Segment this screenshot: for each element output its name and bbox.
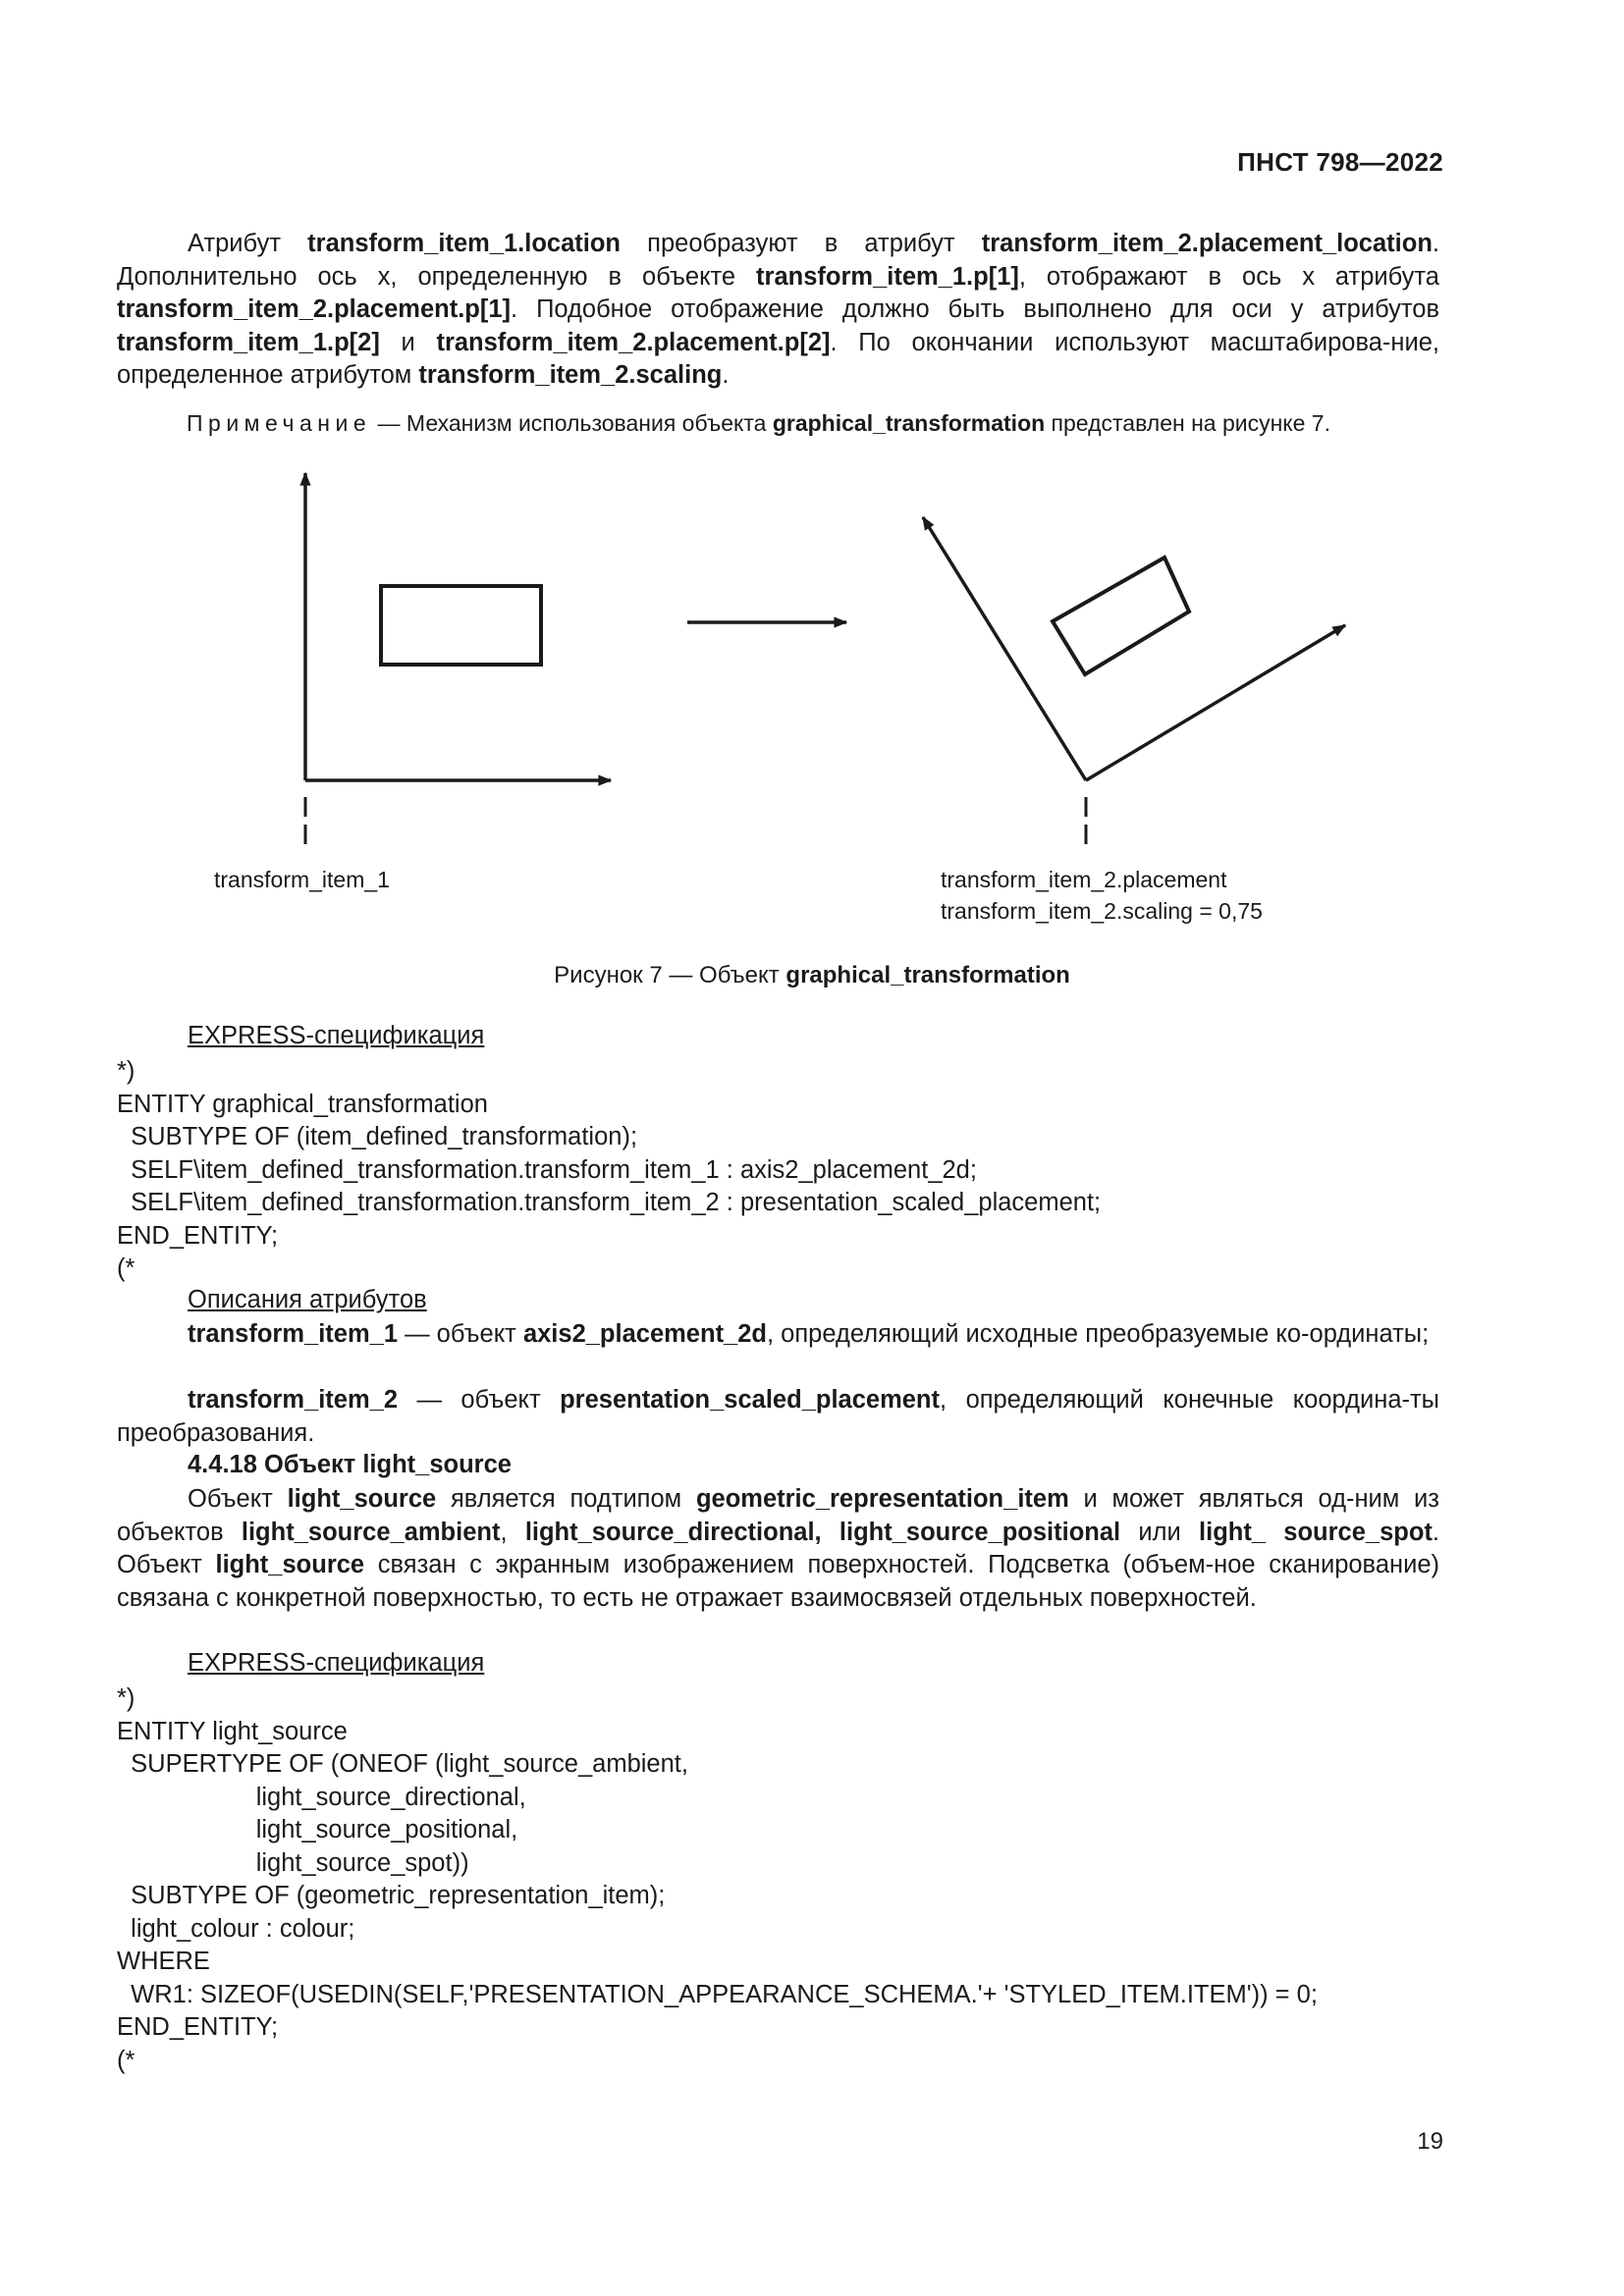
y-axis-transformed: [923, 517, 1086, 780]
figure-caption: [0, 962, 1624, 989]
text-run: Объект: [188, 1485, 288, 1513]
text-run: . Подобное отображение должно быть выполнено для оси y атрибутов: [511, 295, 1439, 323]
attribute-name: transform_item_2.placement.p[1]: [117, 295, 512, 323]
attribute-name: transform_item_2.placement_location: [981, 230, 1433, 257]
text-run: . Объект: [117, 1518, 1440, 1578]
text-run: преобразуют в атрибут: [621, 230, 982, 257]
entity-name: light_source: [287, 1485, 437, 1513]
express-code-graphical-transformation: *) ENTITY graphical_transformation SUBTYPE OF (item_defined_transformation); SELF\item_defined_transformation.transform_item_1 : axis2_placement_2d; SELF\item_defined_transformation.transform_item_2 : presentation_scaled_placement; END_ENTITY; (*: [117, 1057, 1102, 1282]
entity-name: light_source: [215, 1551, 365, 1578]
express-code-light-source: *) ENTITY light_source SUPERTYPE OF (ONEOF (light_source_ambient, light_source_directional, light_source_positional, light_source_spot)) SUBTYPE OF (geometric_representation_item); light_colour : colour; WHERE WR1: SIZEOF(USEDIN(SELF,'PRESENTATION_APPEARANCE_SCHEMA.'+ 'STYLED_ITEM.ITEM')) = 0; END_ENTITY; (*: [117, 1684, 1318, 2074]
transformation-figure: [0, 0, 1624, 982]
page-number: 19: [1417, 2128, 1443, 2155]
text-run: [822, 1519, 839, 1546]
text-run: и может являться од-ним из объектов: [117, 1485, 1439, 1546]
attribute-name: transform_item_1.p[2]: [117, 328, 380, 356]
entity-name: light_source_positional: [839, 1518, 1121, 1546]
entity-name: graphical_transformation: [772, 410, 1046, 436]
text-run: связан с экранным изображением поверхностей. Подсветка (объем-ное сканирование) связана с конкретной поверхностью, то есть не отражает взаимосвязей отдельных поверхностей.: [117, 1551, 1439, 1612]
attribute-name: transform_item_2: [188, 1386, 398, 1414]
attribute-name: transform_item_1.p[1]: [756, 262, 1019, 291]
text-run: Атрибут: [188, 230, 308, 257]
text-run: — объект: [398, 1386, 561, 1414]
attribute-name: transform_item_1: [188, 1320, 398, 1348]
right-figure-label-scaling: transform_item_2.scaling = 0,75: [941, 898, 1263, 924]
attribute-name: transform_item_1.location: [307, 230, 622, 257]
attribute-description-1: [117, 1318, 1439, 1352]
rectangle-transformed: [1053, 558, 1189, 674]
text-run: , определяющий конечные координа-ты преобразования.: [117, 1386, 1440, 1447]
type-name: axis2_placement_2d: [522, 1320, 768, 1348]
entity-name: light_source_directional,: [524, 1518, 822, 1546]
text-run: — объект: [398, 1320, 523, 1348]
document-id: ПНСТ 798—2022: [1237, 147, 1443, 177]
text-run: . Дополнительно ось x, определенную в объекте: [117, 230, 1439, 291]
attribute-name: transform_item_2.placement.p[2]: [436, 328, 831, 356]
section-heading: 4.4.18 Объект light_source: [188, 1451, 512, 1478]
text-run: представлен на рисунке 7.: [1045, 410, 1330, 436]
text-run: — Механизм использования объекта: [371, 410, 773, 436]
text-run: и: [379, 328, 437, 356]
attribute-description-2: [117, 1384, 1439, 1450]
express-spec-label-2: EXPRESS-спецификация: [188, 1649, 485, 1677]
entity-name: light_source_ambient: [241, 1518, 501, 1546]
rectangle-original: [381, 586, 541, 665]
entity-name: geometric_representation_item: [695, 1485, 1069, 1513]
text-run: . По окончании используют масштабирова-ние, определенное атрибутом: [117, 328, 1439, 389]
text-run: является подтипом: [436, 1485, 696, 1513]
entity-name: graphical_transformation: [785, 962, 1070, 988]
entity-name: light_ source_spot: [1199, 1518, 1433, 1546]
text-run: Рисунок 7 — Объект: [554, 962, 786, 988]
attribute-descriptions-label: Описания атрибутов: [188, 1286, 427, 1313]
text-run: .: [722, 361, 730, 389]
light-source-paragraph: [117, 1483, 1439, 1615]
text-run: или: [1120, 1518, 1200, 1546]
text-run: , отображают в ось x атрибута: [1018, 262, 1439, 291]
right-figure-label-placement: transform_item_2.placement: [941, 867, 1227, 892]
note-label: Примечание: [187, 410, 372, 436]
text-run: ,: [500, 1518, 525, 1546]
attribute-name: transform_item_2.scaling: [418, 361, 723, 389]
express-spec-label: EXPRESS-спецификация: [188, 1022, 485, 1049]
left-figure-label: transform_item_1: [214, 867, 390, 892]
text-run: , определяющий исходные преобразуемые ко-ординаты;: [767, 1320, 1430, 1348]
type-name: presentation_scaled_placement: [560, 1386, 941, 1414]
